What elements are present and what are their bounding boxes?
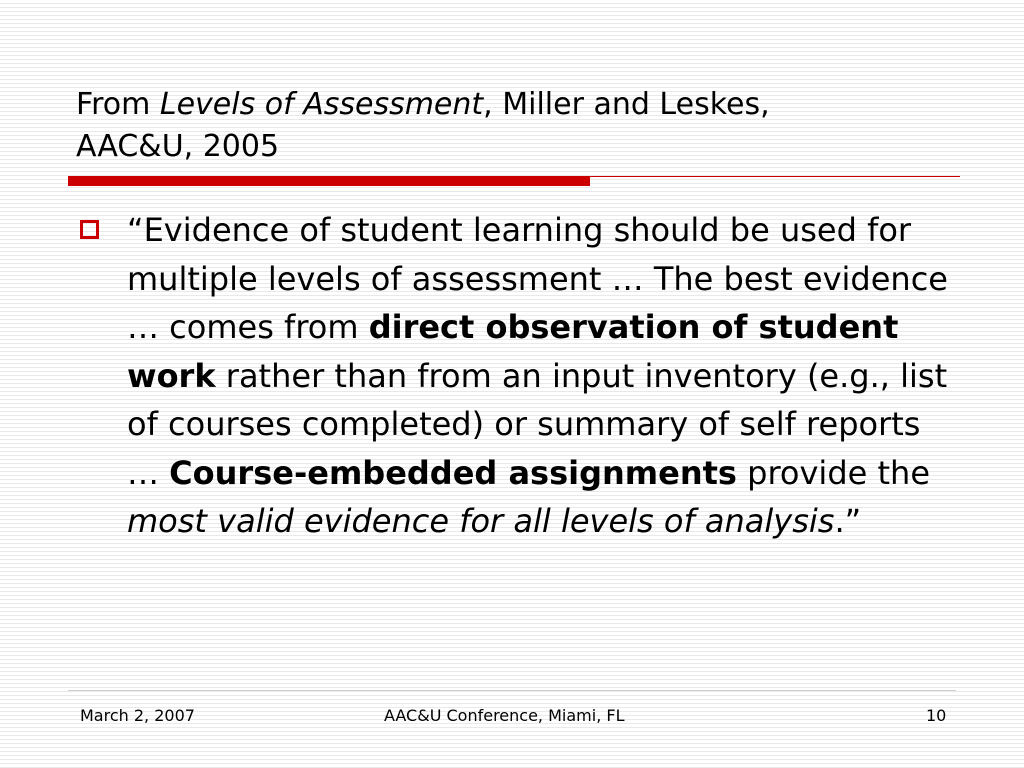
quote-italic-most-valid: most valid evidence for all levels of analysis [127,502,835,540]
hollow-square-bullet-icon [80,220,99,239]
title-underline-thick [68,176,590,186]
footer-divider [68,690,956,691]
title-underline-thin [590,176,960,177]
title-italic-source: Levels of Assessment [159,87,484,122]
footer-page-number: 10 [926,706,947,725]
quote-segment: provide the [736,453,930,492]
slide-body [76,206,956,546]
quote-paragraph [127,206,949,546]
title-authors: , Miller and Leskes, [483,87,770,122]
quote-emphasis-course-embedded: Course-embedded assignments [169,453,737,492]
footer-date: March 2, 2007 [80,706,195,725]
quote-emphasis-direct-observation: direct observation of student work [127,308,899,395]
quote-segment: “Evidence of student learning should be used for multiple levels of assessment … The best evidence … comes from [127,211,948,346]
quote-segment: .” [834,502,862,540]
footer-conference: AAC&U Conference, Miami, FL [384,706,625,725]
quote-segment: rather than from an input inventory (e.g., list of courses completed) or summary of self reports … [127,356,948,492]
slide-title [76,84,956,168]
title-prefix: From [76,87,160,122]
title-publisher-year: AAC&U, 2005 [76,129,280,164]
